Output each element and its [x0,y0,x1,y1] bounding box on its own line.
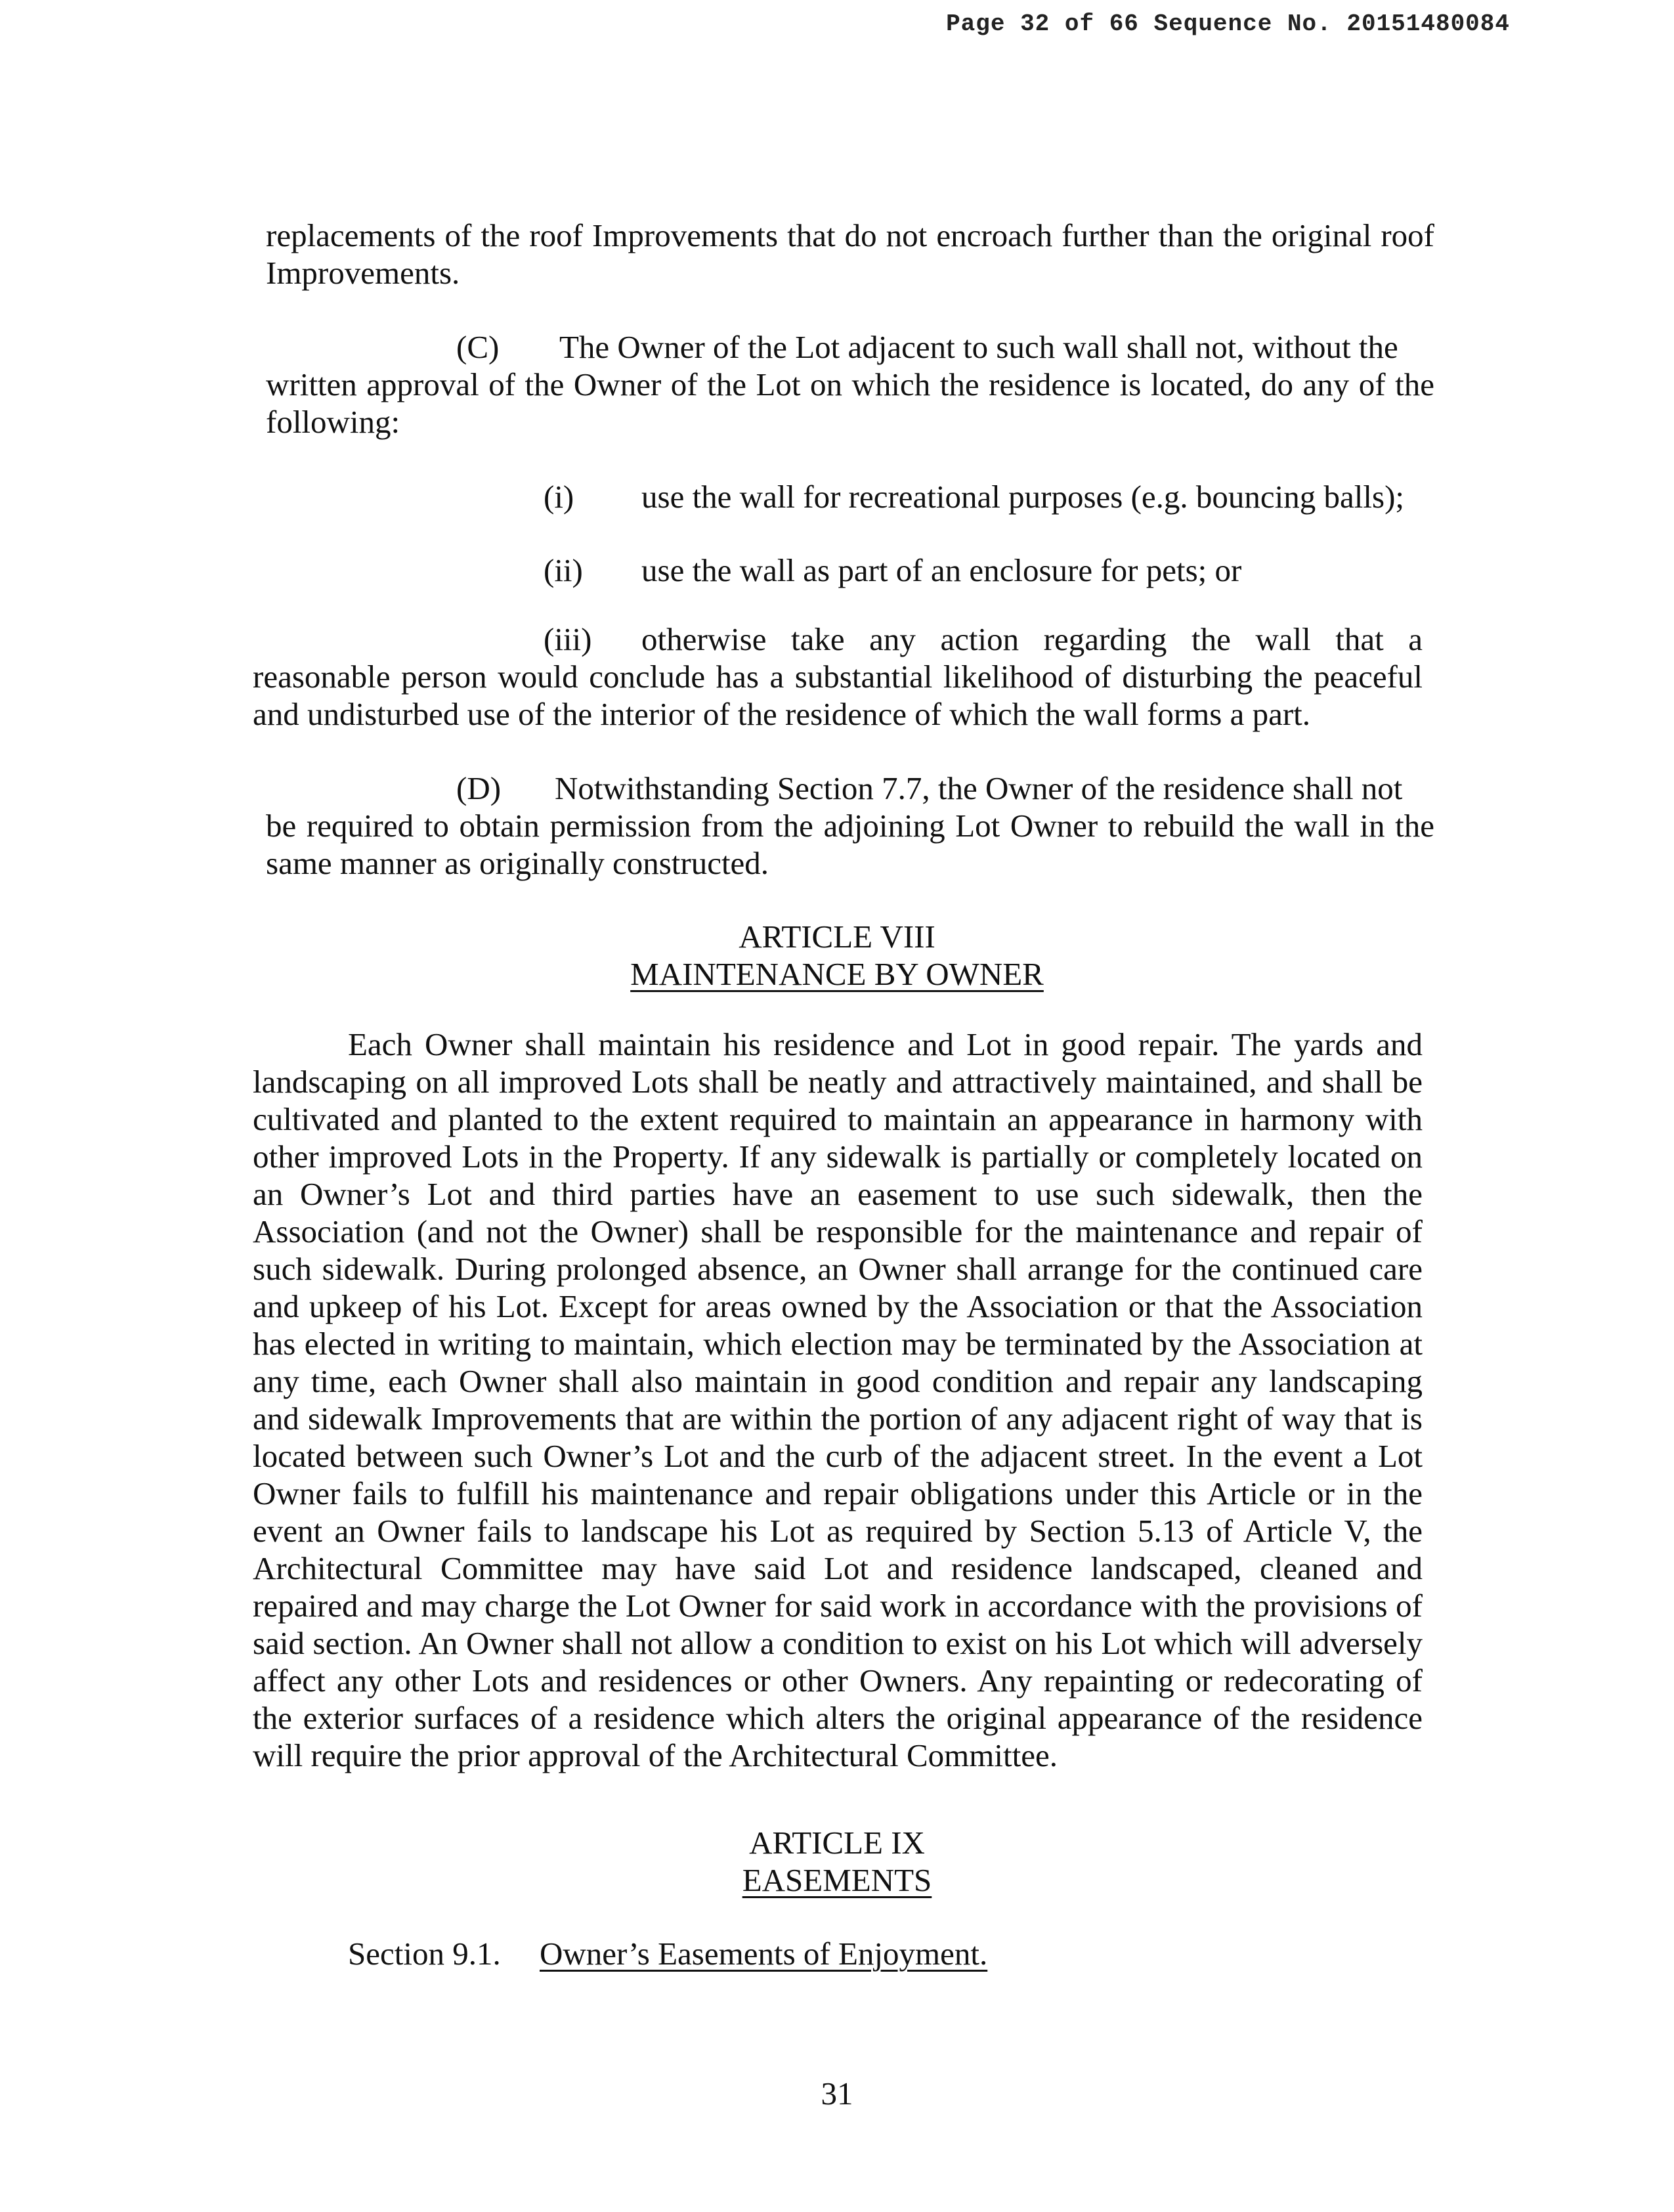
section-9-1-title: Owner’s Easements of Enjoyment. [540,1936,988,1972]
item-iii-lead: otherwise take any action regarding the wall that a [641,621,1423,657]
article-viii-title: MAINTENANCE BY OWNER [630,956,1044,992]
page-sequence-header: Page 32 of 66 Sequence No. 20151480084 [946,11,1510,37]
article-ix-title: EASEMENTS [742,1862,932,1898]
article-ix-number: ARTICLE IX [749,1825,925,1861]
article-viii-number: ARTICLE VIII [739,919,935,955]
clause-c-lead: The Owner of the Lot adjacent to such wall shall not, without the [559,329,1398,365]
page-number: 31 [821,2075,853,2112]
clause-d-text: be required to obtain permission from the adjoining Lot Owner to rebuild the wall in the same manner as originally constructed. [266,808,1434,881]
clause-c-label: (C) [456,329,500,365]
intro-paragraph: replacements of the roof Improvements that do not encroach further than the original roof Improvements. [266,217,1434,291]
item-iii-label: (iii) [544,621,592,657]
clause-d-lead: Notwithstanding Section 7.7, the Owner of the residence shall not [555,770,1403,806]
item-iii-text: reasonable person would conclude has a substantial likelihood of disturbing the peaceful and undisturbed use of the interior of the residence of which the wall forms a part. [253,659,1423,732]
article-viii-title-wrap [0,955,1674,993]
item-ii-text: use the wall as part of an enclosure for pets; or [641,552,1242,588]
item-i-text: use the wall for recreational purposes (e.g. bouncing balls); [641,479,1405,515]
article-viii-body: Each Owner shall maintain his residence and Lot in good repair. The yards and landscaping on all improved Lots shall be neatly and attractively maintained, and shall be cultivated and planted to the extent required to maintain an appearance in harmony with other improved Lots in the Property. If any sidewalk is partially or completely located on an Owner’s Lot and third parties have an easement to use such sidewalk, then the Association (and not the Owner) shall be responsible for the maintenance and repair of such sidewalk. During prolonged absence, an Owner shall arrange for the continued care and upkeep of his Lot. Except for areas owned by the Association or that the Association has elected in writing to maintain, which election may be terminated by the Association at any time, each Owner shall also maintain in good condition and repair any landscaping and sidewalk Improvements that are within the portion of any adjacent right of way that is located between such Owner’s Lot and the curb of the adjacent street. In the event a Lot Owner fails to fulfill his maintenance and repair obligations under this Article or in the event an Owner fails to landscape his Lot as required by Section 5.13 of Article V, the Architectural Committee may have said Lot and residence landscaped, cleaned and repaired and may charge the Lot Owner for said work in accordance with the provisions of said section. An Owner shall not allow a condition to exist on his Lot which will adversely affect any other Lots and residences or other Owners. Any repainting or redecorating of the exterior surfaces of a residence which alters the original appearance of the residence will require the prior approval of the Architectural Committee. [253,1026,1423,1773]
clause-d-label: (D) [456,770,502,806]
clause-c-text: written approval of the Owner of the Lot on which the residence is located, do any of the following: [266,366,1434,440]
article-ix-title-wrap [0,1861,1674,1899]
item-ii-label: (ii) [544,552,583,588]
section-9-1-label: Section 9.1. [348,1936,501,1972]
item-i-label: (i) [544,479,574,515]
